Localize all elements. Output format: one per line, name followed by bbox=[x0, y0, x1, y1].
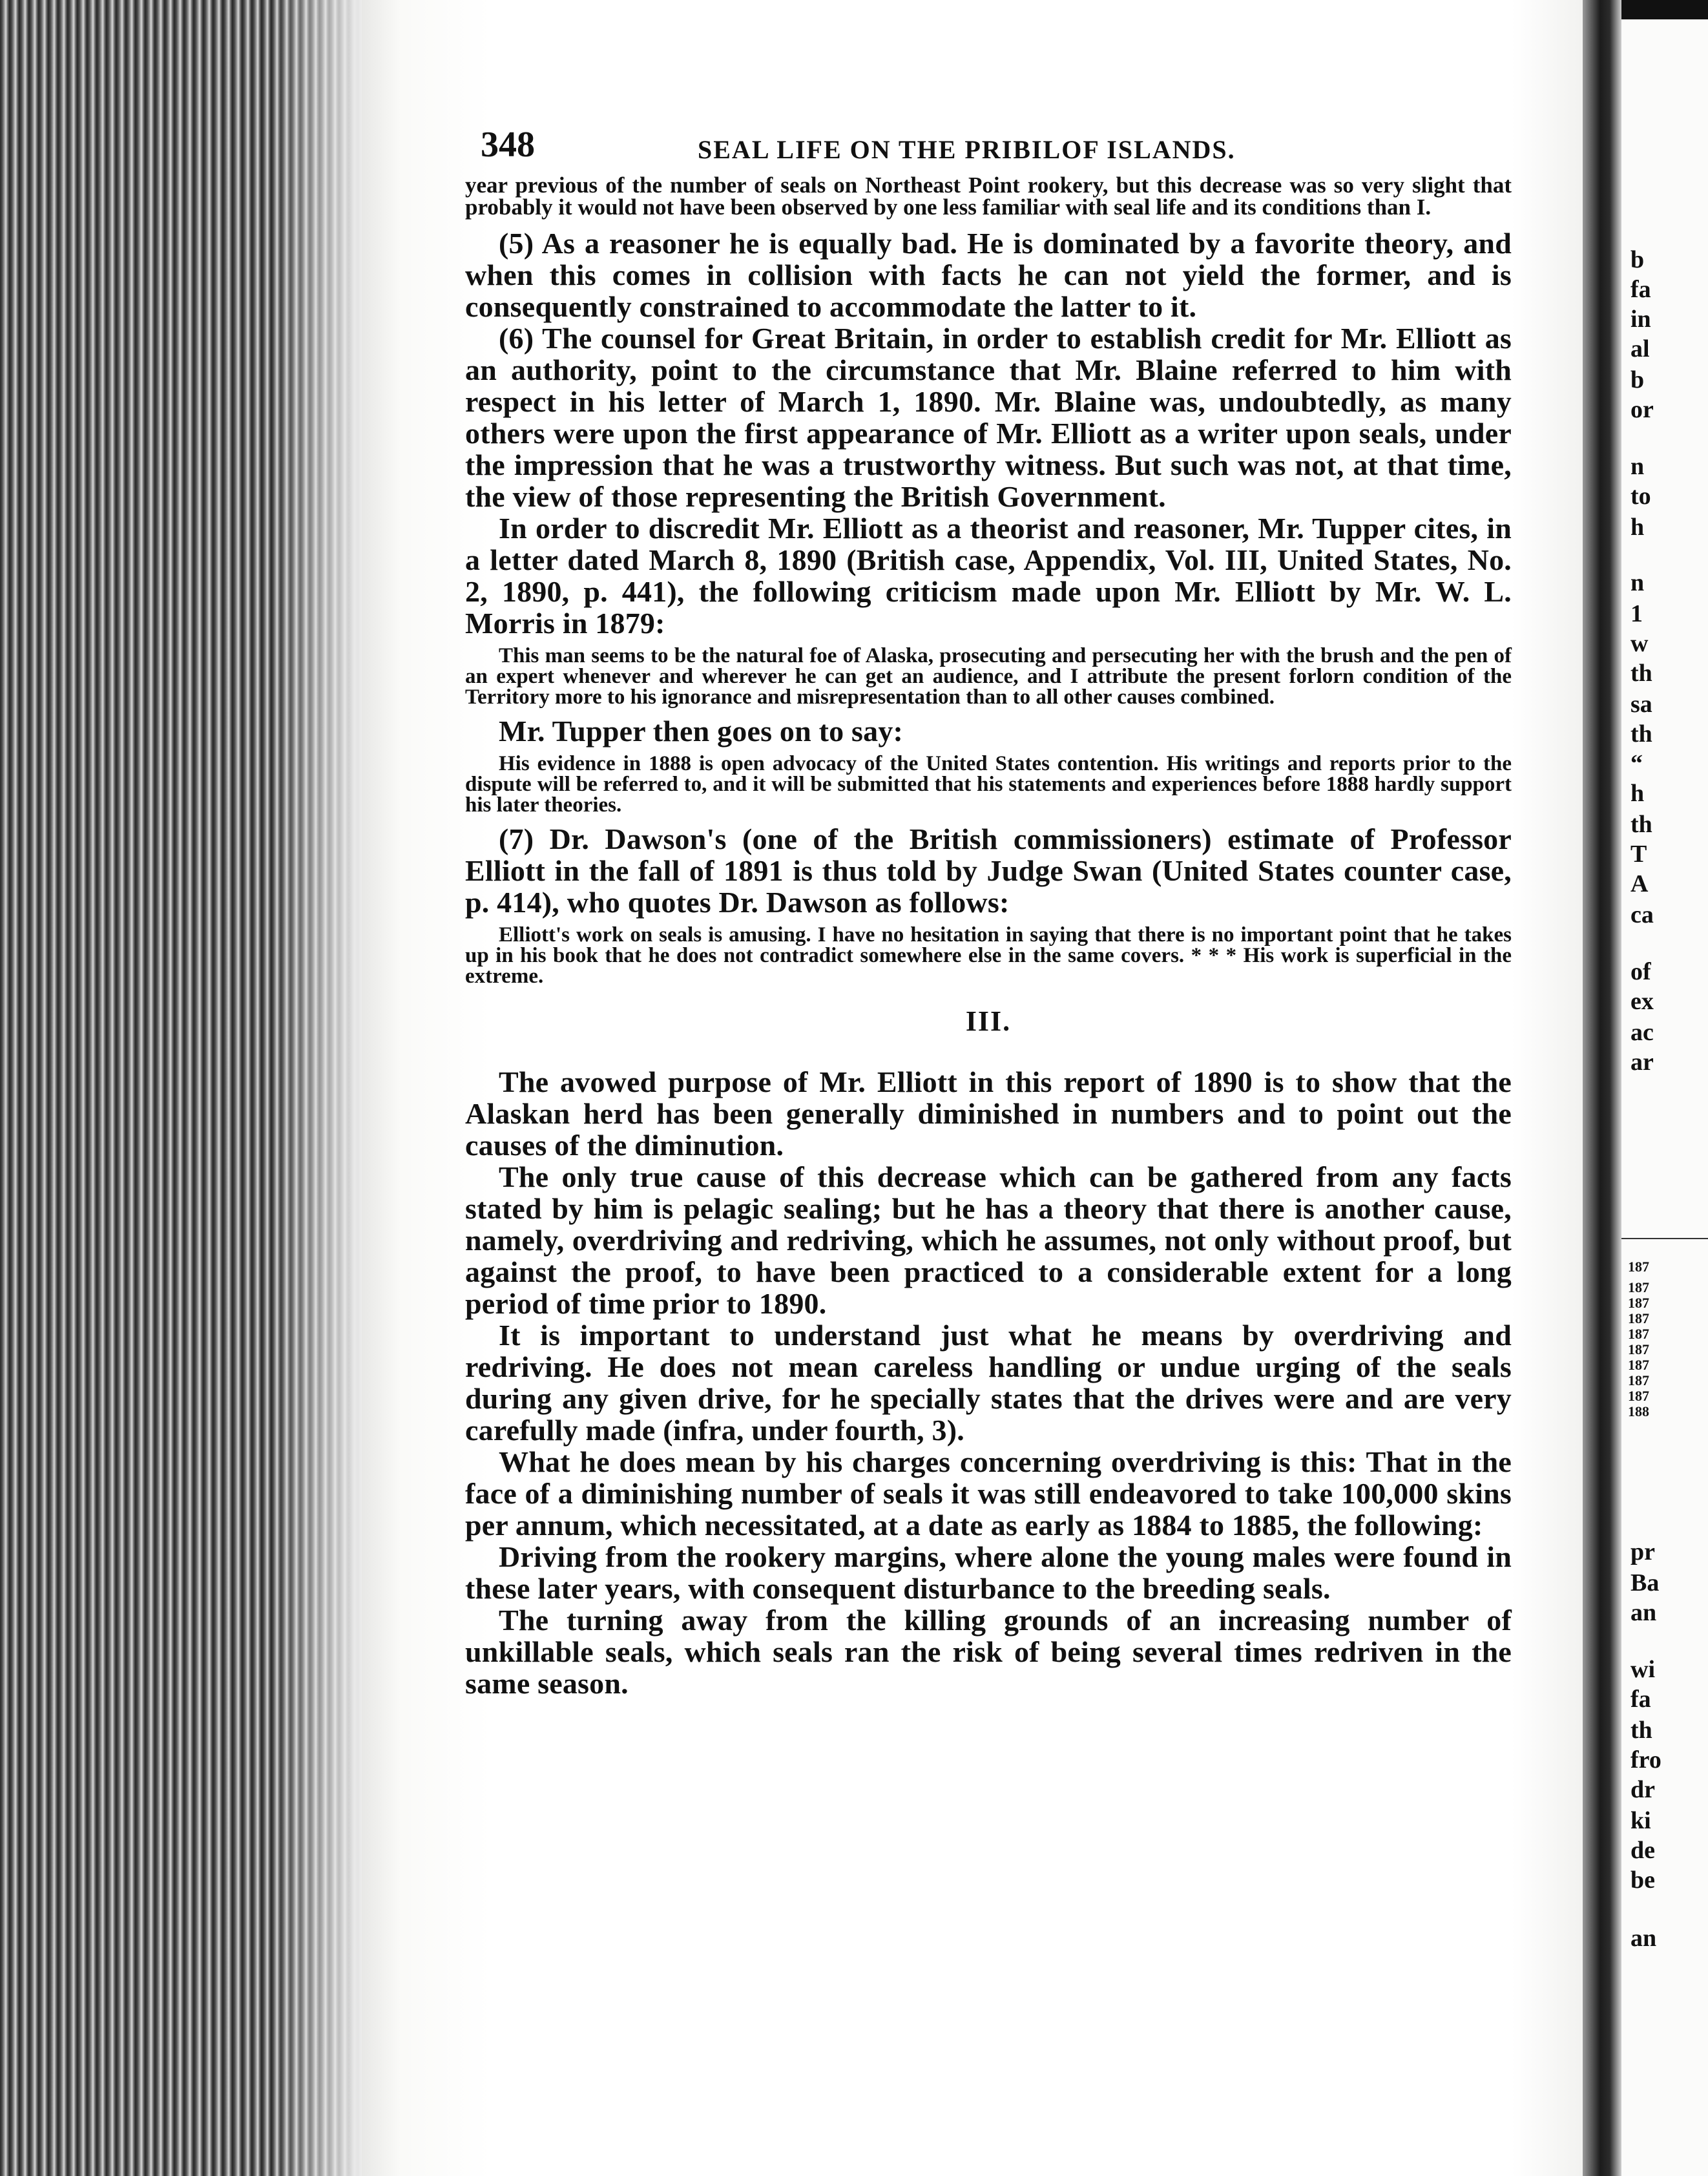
book-gutter bbox=[1583, 0, 1621, 2176]
paragraph-avowed-purpose: The avowed purpose of Mr. Elliott in this report of 1890 is to show that the Alaskan herd has been generally diminished in numbers and to point out the causes of the diminution. bbox=[465, 1065, 1512, 1162]
page-number: 348 bbox=[481, 125, 535, 165]
adjacent-page-text-fragment: sa bbox=[1630, 691, 1652, 718]
paragraph-true-cause: The only true cause of this decrease which can be gathered from any facts stated by him is pelagic sealing; but he has a theory that there is another cause, namely, overdriving and redriving, which he assumes, not only without proof, but against the proof, to have been practiced to a considerable extent for a long period of time prior to 1890. bbox=[465, 1160, 1512, 1320]
quote-morris: This man seems to be the natural foe of Alaska, prosecuting and persecuting her with the brush and the pen of an expert whenever and wherever he can get an audience, and I attribute the present forlorn condition of the Territory more to his ignorance and misrepresentation than to all other causes combined. bbox=[465, 644, 1512, 709]
quote-dawson: Elliott's work on seals is amusing. I have no hesitation in saying that there is no important point that he takes up in his book that he does not contradict somewhere else in the same covers. * * * His work is superficial in the extreme. bbox=[465, 923, 1512, 988]
adjacent-page-text-fragment: fa bbox=[1630, 276, 1651, 303]
paragraph-tupper-cites: In order to discredit Mr. Elliott as a theorist and reasoner, Mr. Tupper cites, in a letter dated March 8, 1890 (British case, Appendix, Vol. III, United States, No. 2, 1890, p. 441), the following criticism made upon Mr. Elliott by Mr. W. L. Morris in 1879: bbox=[465, 512, 1512, 640]
adjacent-page-text-fragment: ca bbox=[1630, 901, 1654, 928]
adjacent-page-text-fragment: be bbox=[1630, 1867, 1655, 1894]
adjacent-page-text-fragment: ar bbox=[1630, 1049, 1654, 1076]
adjacent-page-text-fragment: th bbox=[1630, 811, 1652, 838]
adjacent-page-text-fragment: ac bbox=[1630, 1019, 1654, 1046]
adjacent-page-text-fragment: n bbox=[1630, 569, 1645, 596]
adjacent-page-text-fragment: pr bbox=[1630, 1538, 1655, 1565]
adjacent-page-text-fragment: or bbox=[1630, 396, 1654, 423]
adjacent-page-text-fragment: fa bbox=[1630, 1686, 1651, 1713]
adjacent-page-text-fragment: th bbox=[1630, 720, 1652, 748]
adjacent-page-text-fragment: 187 bbox=[1628, 1341, 1649, 1357]
adjacent-page-text-fragment: Ba bbox=[1630, 1569, 1660, 1596]
adjacent-page-text-fragment: fro bbox=[1630, 1746, 1661, 1773]
section-heading: III. bbox=[965, 1005, 1012, 1037]
adjacent-page-text-fragment: 188 bbox=[1628, 1403, 1649, 1419]
adjacent-page-text-fragment: w bbox=[1630, 630, 1649, 657]
paragraph-continued: year previous of the number of seals on Northeast Point rookery, but this decrease was so very slight that probably it would not have been observed by one less familiar with seal life and its conditions than I. bbox=[465, 173, 1512, 220]
adjacent-page-text-fragment: A bbox=[1630, 870, 1649, 897]
adjacent-page-text-fragment: al bbox=[1630, 335, 1650, 362]
adjacent-page-text-fragment: wi bbox=[1630, 1656, 1655, 1683]
adjacent-page-text-fragment: th bbox=[1630, 660, 1652, 687]
adjacent-page-text-fragment: b bbox=[1630, 246, 1645, 273]
adjacent-page-text-fragment: to bbox=[1630, 483, 1651, 510]
quote-tupper: His evidence in 1888 is open advocacy of the United States contention. His writings and reports prior to the dispute will be referred to, and it will be submitted that his statements and experiences before 1888 hardly support his later theories. bbox=[465, 752, 1512, 817]
adjacent-page-text-fragment: b bbox=[1630, 366, 1645, 393]
paragraph-6: (6) The counsel for Great Britain, in order to establish credit for Mr. Elliott as an authority, point to the circumstance that Mr. Blaine referred to him with respect in his letter of March 1, 1890. Mr. Blaine was, undoubtedly, as many others were upon the first appearance of Mr. Elliott as a writer upon seals, under the impression that he was a trustworthy witness. But such was not, at that time, the view of those representing the British Government. bbox=[465, 322, 1512, 513]
page-content bbox=[465, 110, 1512, 1699]
adjacent-page-text-fragment: h bbox=[1630, 514, 1645, 541]
paragraph-7: (7) Dr. Dawson's (one of the British commissioners) estimate of Professor Elliott in the fall of 1891 is thus told by Judge Swan (United States counter case, p. 414), who quotes Dr. Dawson as follows: bbox=[465, 822, 1512, 919]
adjacent-page-text-fragment: 187 bbox=[1628, 1259, 1649, 1275]
adjacent-page-text-fragment: n bbox=[1630, 453, 1645, 480]
adjacent-page-text-fragment: 1 bbox=[1630, 600, 1643, 627]
adjacent-page-text-fragment: ki bbox=[1630, 1807, 1651, 1834]
paragraph-driving: Driving from the rookery margins, where alone the young males were found in these later years, with consequent disturbance to the breeding seals. bbox=[465, 1540, 1512, 1605]
adjacent-page-text-fragment: an bbox=[1630, 1599, 1657, 1626]
adjacent-page-text-fragment: dr bbox=[1630, 1776, 1655, 1803]
adjacent-page-text-fragment: T bbox=[1630, 841, 1647, 868]
adjacent-page-text-fragment: an bbox=[1630, 1925, 1657, 1952]
adjacent-page-text-fragment: 187 bbox=[1628, 1372, 1649, 1388]
adjacent-page-text-fragment: 187 bbox=[1628, 1295, 1649, 1311]
paragraph-what-he-means: What he does mean by his charges concerning overdriving is this: That in the face of a diminishing number of seals it was still endeavored to take 100,000 skins per annum, which necessitated, at a date as early as 1884 to 1885, the following: bbox=[465, 1445, 1512, 1542]
adjacent-page-fragment bbox=[1621, 0, 1708, 2176]
adjacent-page-text-fragment: in bbox=[1630, 306, 1651, 333]
running-title: SEAL LIFE ON THE PRIBILOF ISLANDS. bbox=[698, 135, 1236, 164]
paragraph-important: It is important to understand just what he means by overdriving and redriving. He does not mean careless handling or undue urging of the seals during any given drive, for he specially states that the drives were and are very carefully made (infra, under fourth, 3). bbox=[465, 1319, 1512, 1447]
page-header bbox=[465, 110, 1512, 174]
page-edge-shadow bbox=[271, 0, 362, 2176]
adjacent-page-text-fragment: ex bbox=[1630, 988, 1654, 1015]
paragraph-5: (5) As a reasoner he is equally bad. He is dominated by a favorite theory, and when this comes in collision with facts he can not yield the former, and is consequently constrained to accommodate the latter to it. bbox=[465, 227, 1512, 323]
adjacent-page-text-fragment: “ bbox=[1630, 750, 1643, 777]
adjacent-page-text-fragment: th bbox=[1630, 1717, 1652, 1744]
adjacent-page-text-fragment: 187 bbox=[1628, 1279, 1649, 1295]
adjacent-page-text-fragment: h bbox=[1630, 780, 1645, 807]
adjacent-page-text-fragment: 187 bbox=[1628, 1357, 1649, 1373]
adjacent-page-text-fragment: de bbox=[1630, 1837, 1655, 1864]
adjacent-page-text-fragment: of bbox=[1630, 958, 1651, 985]
paragraph-turning-away: The turning away from the killing grounds of an increasing number of unkillable seals, which seals ran the risk of being several times redriven in the same season. bbox=[465, 1604, 1512, 1700]
adjacent-page-top-band bbox=[1621, 0, 1708, 19]
adjacent-page-rule bbox=[1621, 1238, 1708, 1239]
paragraph-tupper-says: Mr. Tupper then goes on to say: bbox=[499, 715, 904, 748]
adjacent-page-text-fragment: 187 bbox=[1628, 1326, 1649, 1342]
adjacent-page-text-fragment: 187 bbox=[1628, 1310, 1649, 1326]
adjacent-page-text-fragment: 187 bbox=[1628, 1388, 1649, 1404]
